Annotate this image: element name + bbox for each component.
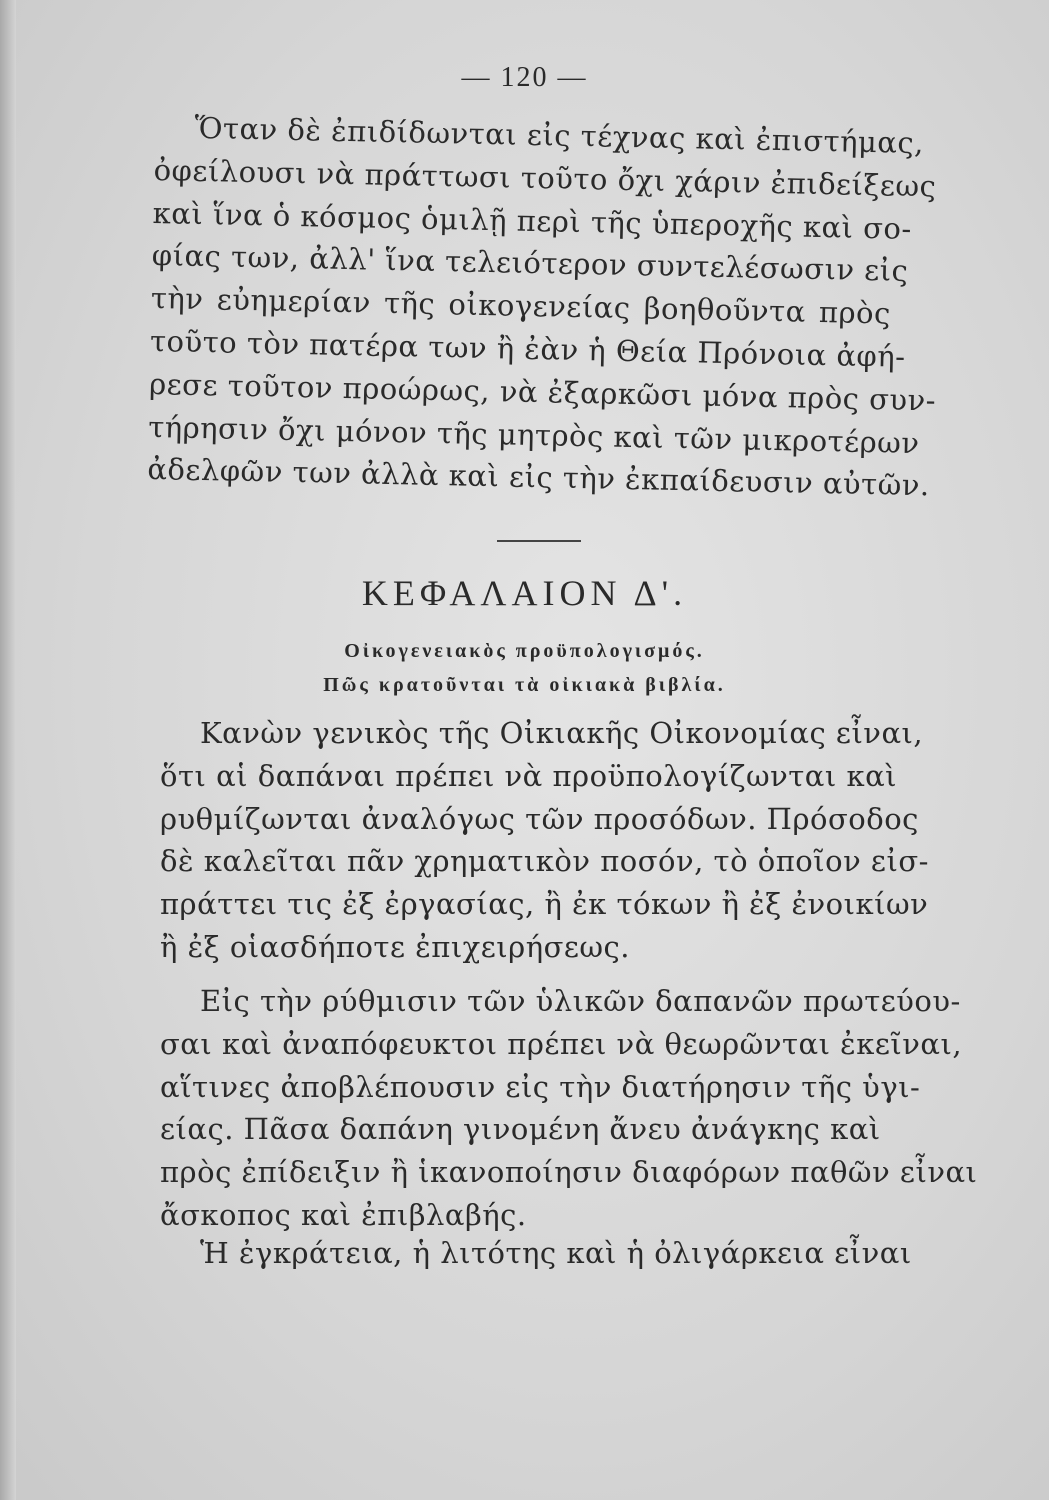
text-line: Εἰς τὴν ρύθμισιν τῶν ὑλικῶν δαπανῶν πρωτεύου- <box>200 984 961 1018</box>
text-line: δὲ καλεῖται πᾶν χρηματικὸν ποσόν, τὸ ὁποῖον εἰσ- <box>160 844 929 879</box>
text-line: ἄσκοπος καὶ ἐπιβλαβής. <box>160 1197 527 1232</box>
text-line: καὶ ἵνα ὁ κόσμος ὁμιλῇ περὶ τῆς ὑπεροχῆς καὶ σο- <box>152 195 913 246</box>
text-line: ἀδελφῶν των ἀλλὰ καὶ εἰς τὴν ἐκπαίδευσιν αὐτῶν. <box>147 452 931 503</box>
text-line: ρυθμίζωνται ἀναλόγως τῶν προσόδων. Πρόσοδος <box>160 801 919 836</box>
text-line: Ὅταν δὲ ἐπιδίδωνται εἰς τέχνας καὶ ἐπιστήμας, <box>194 110 925 161</box>
text-line: πράττει τις ἐξ ἐργασίας, ἢ ἐκ τόκων ἢ ἐξ ἐνοικίων <box>160 887 929 922</box>
paragraph-1 <box>147 106 937 507</box>
text-line: ρεσε τοῦτον προώρως, νὰ ἐξαρκῶσι μόνα πρὸς συν- <box>148 366 937 418</box>
text-line: Ἡ ἐγκράτεια, ἡ λιτότης καὶ ἡ ὀλιγάρκεια εἶναι <box>200 1236 912 1270</box>
chapter-title: ΚΕΦΑΛΑΙΟΝ Δ'. <box>361 573 688 613</box>
text-line: ὀφείλουσι νὰ πράττωσι τοῦτο ὄχι χάριν ἐπιδείξεως <box>153 152 937 204</box>
page-binding-edge <box>0 0 16 1500</box>
paragraph-2 <box>160 712 929 969</box>
text-line: φίας των, ἀλλ' ἵνα τελειότερον συντελέσωσιν εἰς <box>151 238 909 289</box>
text-line: σαι καὶ ἀναπόφευκτοι πρέπει νὰ θεωρῶνται ἐκεῖναι, <box>160 1026 963 1061</box>
text-line: ἢ ἐξ οἱασδήποτε ἐπιχειρήσεως. <box>160 929 631 964</box>
section-divider <box>497 540 581 542</box>
text-line: τοῦτο τὸν πατέρα των ἢ ἐὰν ἡ Θεία Πρόνοια ἀφή- <box>149 323 906 374</box>
paragraph-4 <box>160 1232 912 1275</box>
text-line: Κανὼν γενικὸς τῆς Οἰκιακῆς Οἰκονομίας εἶναι, <box>200 716 924 750</box>
text-line: αἵτινες ἀποβλέπουσιν εἰς τὴν διατήρησιν τῆς ὑγι- <box>160 1069 921 1104</box>
page-number: — 120 — <box>461 62 588 93</box>
text-line: τήρησιν ὄχι μόνον τῆς μητρὸς καὶ τῶν μικροτέρων <box>147 409 920 460</box>
chapter-subtitle-2: Πῶς κρατοῦνται τὰ οἰκιακὰ βιβλία. <box>323 674 726 696</box>
paragraph-3 <box>160 980 978 1237</box>
chapter-subtitle-1: Οἰκογενειακὸς προϋπολογισμός. <box>344 640 705 662</box>
text-line: είας. Πᾶσα δαπάνη γινομένη ἄνευ ἀνάγκης καὶ <box>160 1112 881 1147</box>
text-line: ὅτι αἱ δαπάναι πρέπει νὰ προϋπολογίζωνται καὶ <box>160 758 898 793</box>
text-line: πρὸς ἐπίδειξιν ἢ ἱκανοποίησιν διαφόρων παθῶν εἶναι <box>160 1155 978 1190</box>
text-line: τὴν εὐημερίαν τῆς οἰκογενείας βοηθοῦντα πρὸς <box>150 281 892 331</box>
